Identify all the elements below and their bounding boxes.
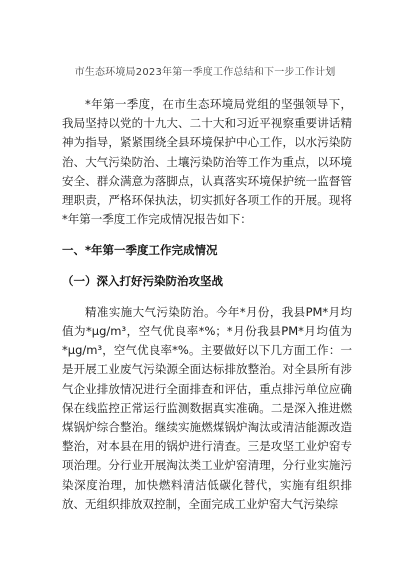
subsection-heading-pollution-control: （一）深入打好污染防治攻坚战 <box>62 273 223 288</box>
spacer <box>62 229 352 241</box>
intro-paragraph: *年第一季度，在市生态环境局党组的坚强领导下，我局坚持以党的十九大、二十大和习近平视察重要讲话精神为指导，紧紧围绕全县环境保护中心工作，以水污染防治、大气污染防治、土壤污染防治等工作为重点，以环境安全、群众满意为落脚点，认真落实环境保护统一监督管理职责，严格环保执法，切实抓好各项工作的开展。现将*年第一季度工作完成情况报告如下： <box>62 97 352 227</box>
document-body <box>62 95 352 514</box>
document-title: 市生态环境局2023年第一季度工作总结和下一步工作计划 <box>74 67 336 78</box>
spacer <box>62 261 352 272</box>
spacer <box>62 291 352 303</box>
section-heading-work-status: 一、*年第一季度工作完成情况 <box>62 243 218 258</box>
body-paragraph-air-pollution: 精准实施大气污染防治。今年*月份，我县PM*月均值为*μg/m³，空气优良率*%；*月份我县PM*月均值为*μg/m³，空气优良率*%。主要做好以下几方面工作：一是开展工业废气污染源全面达标排放整治。对全县所有涉气企业排放情况进行全面排查和评估，重点排污单位应确保在线监控正常运行监测数据真实准确。二是深入推进燃煤锅炉综合整治。继续实施燃煤锅炉淘汰或清洁能源改造整治，对本县在用的锅炉进行清查。三是攻坚工业炉窑专项治理。分行业开展淘汰类工业炉窑清理，分行业实施污染深度治理，加快燃料清洁低碳化替代，实施有组织排放、无组织排放双控制，全面完成工业炉窑大气污染综 <box>62 304 352 511</box>
